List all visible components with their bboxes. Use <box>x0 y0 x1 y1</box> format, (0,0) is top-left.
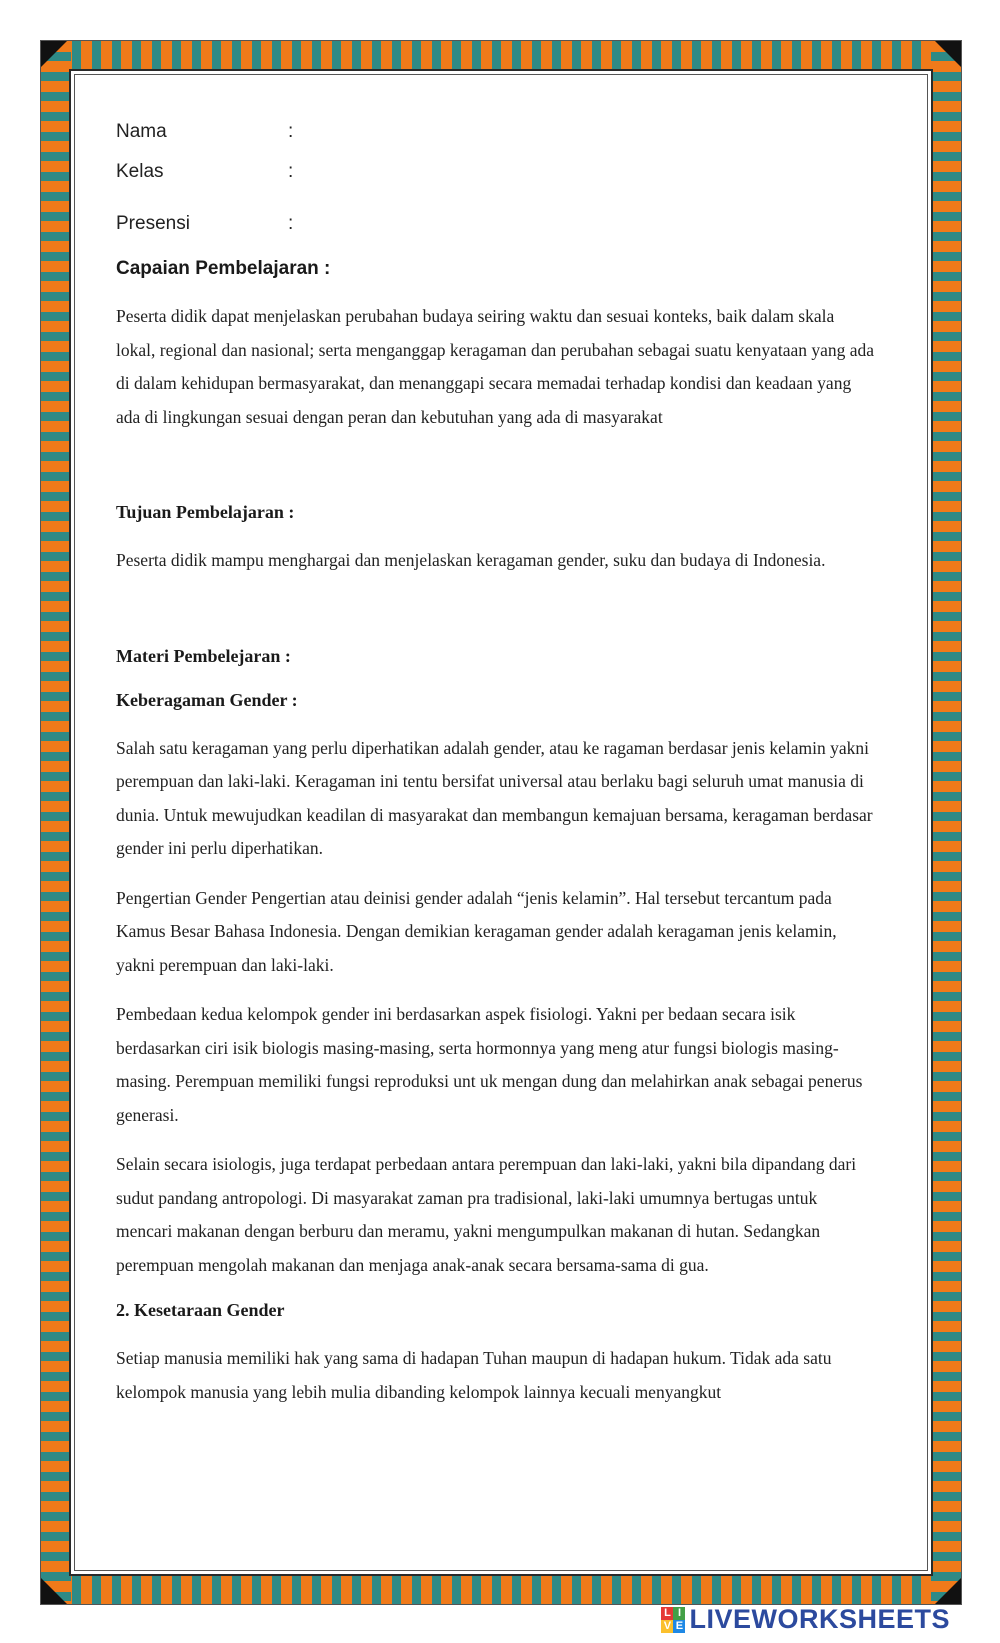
logo-letter-v: V <box>661 1620 673 1633</box>
corner-ornament-bottom-left <box>41 1578 67 1604</box>
logo-letter-e: E <box>673 1620 685 1633</box>
materi-paragraph-3: Pembedaan kedua kelompok gender ini berdasarkan aspek fisiologi. Yakni per bedaan secara isik berdasarkan ciri isik biologis masing-masing, serta hormonnya yang meng atur fungsi biologis masing-masing. Perempuan memiliki fungsi reproduksi unt uk mengan dung dan melahirkan anak sebagai penerus generasi. <box>116 1004 863 1125</box>
nama-colon: : <box>288 121 294 142</box>
kelas-colon: : <box>288 161 294 182</box>
liveworksheets-logo <box>661 1604 950 1635</box>
presensi-field <box>116 204 876 244</box>
kesetaraan-heading: 2. Kesetaraan Gender <box>116 1300 285 1320</box>
materi-paragraph-2: Pengertian Gender Pengertian atau deinisi gender adalah “jenis kelamin”. Hal tersebut tercantum pada Kamus Besar Bahasa Indonesia. Dengan demikian keragaman gender adalah keragaman jenis kelamin, yakni perempuan dan laki-laki. <box>116 887 837 975</box>
tujuan-heading: Tujuan Pembelajaran : <box>116 502 295 522</box>
presensi-colon: : <box>288 213 294 234</box>
logo-letter-l: L <box>661 1607 673 1620</box>
materi-heading: Materi Pembelejaran : <box>116 645 291 666</box>
corner-ornament-bottom-right <box>935 1578 961 1604</box>
presensi-label: Presensi <box>116 213 190 234</box>
liveworksheets-logo-icon <box>661 1607 685 1633</box>
tujuan-text: Peserta didik mampu menghargai dan menjelaskan keragaman gender, suku dan budaya di Indonesia. <box>116 550 826 570</box>
kesetaraan-text: Setiap manusia memiliki hak yang sama di hadapan Tuhan maupun di hadapan hukum. Tidak ada satu kelompok manusia yang lebih mulia dibanding kelompok lainnya kecuali menyangkut <box>116 1348 832 1402</box>
logo-letter-i: I <box>673 1607 685 1620</box>
corner-ornament-top-right <box>935 41 961 67</box>
corner-ornament-top-left <box>41 41 67 67</box>
kelas-label: Kelas <box>116 161 164 182</box>
materi-paragraph-4: Selain secara isiologis, juga terdapat perbedaan antara perempuan dan laki-laki, yakni bila dipandang dari sudut pandang antropologi. Di masyarakat zaman pra tradisional, laki-laki umumnya bertugas untuk mencari makanan dengan berburu dan meramu, yakni mengumpulkan makanan di hutan. Sedangkan perempuan mengolah makanan dan menjaga anak-anak secara bersama-sama di gua. <box>116 1154 857 1275</box>
liveworksheets-logo-text: LIVEWORKSHEETS <box>689 1604 950 1634</box>
nama-field <box>116 112 876 152</box>
keberagaman-heading: Keberagaman Gender : <box>116 689 298 710</box>
nama-label: Nama <box>116 121 167 142</box>
kelas-field <box>116 152 876 192</box>
capaian-text: Peserta didik dapat menjelaskan perubahan budaya seiring waktu dan sesuai konteks, baik dalam skala lokal, regional dan nasional; serta menganggap keragaman dan perubahan sebagai suatu kenyataan yang ada di dalam kehidupan bermasyarakat, dan menanggapi secara memadai terhadap kondisi dan keadaan yang ada di lingkungan sesuai dengan peran dan kebutuhan yang ada di masyarakat <box>116 306 875 427</box>
capaian-heading: Capaian Pembelajaran : <box>116 258 331 279</box>
worksheet-content <box>116 112 876 1409</box>
materi-paragraph-1: Salah satu keragaman yang perlu diperhatikan adalah gender, atau ke ragaman berdasar jenis kelamin yakni perempuan dan laki-laki. Keragaman ini tentu bersifat universal atau berlaku bagi seluruh umat manusia di dunia. Untuk mewujudkan keadilan di masyarakat dan membangun kemajuan bersama, keragaman berdasar gender ini perlu diperhatikan. <box>116 737 873 858</box>
